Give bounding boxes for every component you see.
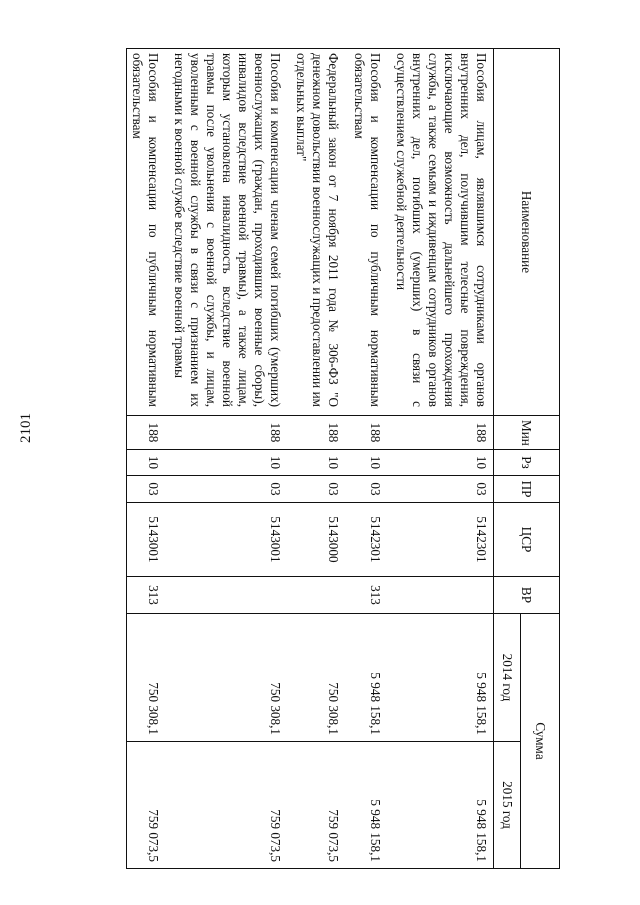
table-row xyxy=(169,49,291,869)
row-name: Пособия и компенсации по публичным нормативным обязательствам xyxy=(349,49,391,416)
row-2014: 750 308,1 xyxy=(169,614,291,742)
header-row xyxy=(521,49,560,869)
header-csr: ЦСР xyxy=(494,503,560,577)
row-rz: 10 xyxy=(127,450,170,476)
table-row xyxy=(349,49,391,869)
row-vr xyxy=(291,577,349,614)
header-sum: Сумма xyxy=(521,614,560,869)
budget-table-sheet xyxy=(55,48,560,868)
row-pr: 03 xyxy=(127,476,170,503)
row-2014: 750 308,1 xyxy=(127,614,170,742)
row-rz: 10 xyxy=(349,450,391,476)
row-pr: 03 xyxy=(349,476,391,503)
row-2015: 759 073,5 xyxy=(169,742,291,869)
table-row xyxy=(391,49,494,869)
row-min: 188 xyxy=(349,416,391,450)
row-csr: 5142301 xyxy=(391,503,494,577)
row-pr: 03 xyxy=(291,476,349,503)
row-2015: 759 073,5 xyxy=(127,742,170,869)
table-row xyxy=(127,49,170,869)
row-name: Пособия и компенсации по публичным нормативным обязательствам xyxy=(127,49,170,416)
row-vr: 313 xyxy=(127,577,170,614)
header-2014: 2014 год xyxy=(494,614,521,742)
row-pr: 03 xyxy=(391,476,494,503)
row-rz: 10 xyxy=(169,450,291,476)
header-name: Наименование xyxy=(494,49,560,416)
row-name: Пособия и компенсации членам семей погибших (умерших) военнослужащих (граждан, проходивших военные сборы), инвалидов вследствие военной травмы), а также лицам, которым установлена инвалидность вследствие военной травмы после увольнения с военной службы, и лицам, уволенным с военной службы в связи с признанием их негодными к военной службе вследствие военной травмы xyxy=(169,49,291,416)
row-min: 188 xyxy=(127,416,170,450)
row-min: 188 xyxy=(391,416,494,450)
row-csr: 5142301 xyxy=(349,503,391,577)
row-csr: 5143001 xyxy=(127,503,170,577)
row-csr: 5143001 xyxy=(169,503,291,577)
header-min: Мин xyxy=(494,416,560,450)
row-2015: 759 073,5 xyxy=(291,742,349,869)
table-row xyxy=(291,49,349,869)
budget-table xyxy=(126,48,560,869)
row-2014: 5 948 158,1 xyxy=(391,614,494,742)
row-2014: 5 948 158,1 xyxy=(349,614,391,742)
row-pr: 03 xyxy=(169,476,291,503)
row-vr: 313 xyxy=(349,577,391,614)
row-2015: 5 948 158,1 xyxy=(391,742,494,869)
row-rz: 10 xyxy=(291,450,349,476)
row-min: 188 xyxy=(291,416,349,450)
row-rz: 10 xyxy=(391,450,494,476)
row-name: Пособия лицам, являвшимся сотрудниками органов внутренних дел, получившим телесные повреждения, исключающие возможность дальнейшего прохождения службы, а также семьям и иждивенцам сотрудников органов внутренних дел, погибших (умерших) в связи с осуществлением служебной деятельности xyxy=(391,49,494,416)
page-number: 2101 xyxy=(18,413,34,443)
row-2015: 5 948 158,1 xyxy=(349,742,391,869)
row-vr xyxy=(169,577,291,614)
row-vr xyxy=(391,577,494,614)
header-vr: ВР xyxy=(494,577,560,614)
header-rz: Рз xyxy=(494,450,560,476)
row-2014: 750 308,1 xyxy=(291,614,349,742)
row-min: 188 xyxy=(169,416,291,450)
header-pr: ПР xyxy=(494,476,560,503)
header-2015: 2015 год xyxy=(494,742,521,869)
row-csr: 5143000 xyxy=(291,503,349,577)
row-name: Федеральный закон от 7 ноября 2011 года № 306-ФЗ "О денежном довольствии военнослужащих и предоставлении им отдельных выплат" xyxy=(291,49,349,416)
